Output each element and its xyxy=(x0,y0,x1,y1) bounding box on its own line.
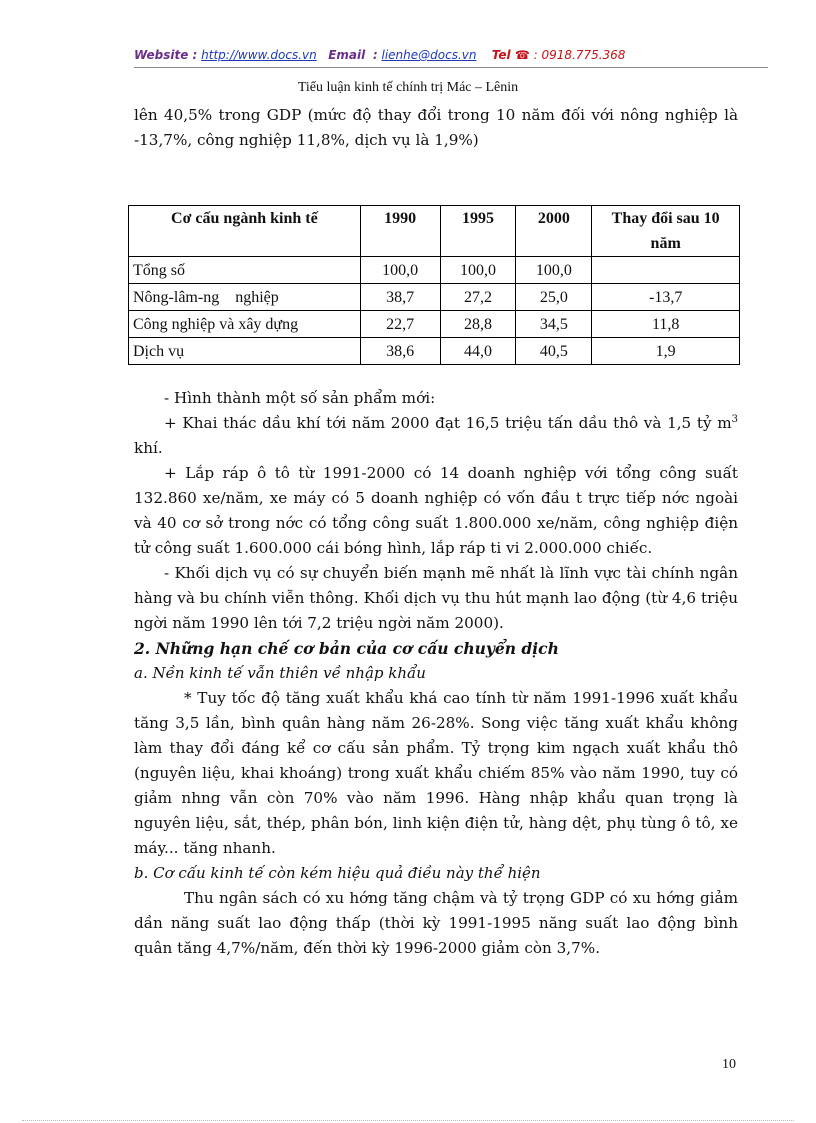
paragraph: - Hình thành một số sản phẩm mới: xyxy=(164,389,436,407)
intro-paragraph: lên 40,5% trong GDP (mức độ thay đổi trong 10 năm đối với nông nghiệp là -13,7%, công nghiệp 11,8%, dịch vụ là 1,9%) xyxy=(134,106,738,149)
paragraph: + Lắp ráp ô tô từ 1991-2000 có 14 doanh nghiệp với tổng công suất 132.860 xe/năm, xe máy có 5 doanh nghiệp có vốn đầu t trực tiếp nớc ngoài và 40 cơ sở trong nớc có tổng công suất 1.800.000 xe/năm, công nghiệp điện tử công suất 1.600.000 cái bóng hình, lắp ráp ti vi 2.000.000 chiếc. xyxy=(134,464,738,557)
paragraph-text: + Khai thác dầu khí tới năm 2000 đạt 16,5 triệu tấn dầu thô và 1,5 tỷ m xyxy=(164,414,732,432)
email-link[interactable]: lienhe@docs.vn xyxy=(381,48,477,62)
paragraph: - Khối dịch vụ có sự chuyển biến mạnh mẽ nhất là lĩnh vực tài chính ngân hàng và bu chính viễn thông. Khối dịch vụ thu hút mạnh lao động (từ 4,6 triệu ngời năm 1990 lên tới 7,2 triệu ngời năm 2000). xyxy=(134,564,738,632)
table-row xyxy=(129,338,740,365)
subsection-heading: b. Cơ cấu kinh tế còn kém hiệu quả điều này thể hiện xyxy=(134,864,541,882)
table-cell: 25,0 xyxy=(516,284,592,311)
table-header-cell: 1995 xyxy=(440,206,516,257)
table-cell: 1,9 xyxy=(592,338,740,365)
page-number: 10 xyxy=(722,1057,736,1072)
table-row xyxy=(129,257,740,284)
email-separator: : xyxy=(372,48,378,62)
table-cell: 100,0 xyxy=(516,257,592,284)
website-link[interactable]: http://www.docs.vn xyxy=(201,48,317,62)
superscript: 3 xyxy=(731,413,738,425)
intro-block xyxy=(134,103,738,153)
phone-label: Tel ☎ xyxy=(491,48,530,62)
economic-structure-table xyxy=(128,205,740,365)
table-header-cell: 1990 xyxy=(360,206,440,257)
paragraph: Thu ngân sách có xu hớng tăng chậm và tỷ trọng GDP có xu hớng giảm dần năng suất lao động thấp (thời kỳ 1991-1995 năng suất lao động bình quân tăng 4,7%/năm, đến thời kỳ 1996-2000 giảm còn 3,7%. xyxy=(134,889,738,957)
table-cell: 40,5 xyxy=(516,338,592,365)
table-cell: 100,0 xyxy=(440,257,516,284)
table-cell: Công nghiệp và xây dựng xyxy=(129,311,361,338)
table-cell: 38,6 xyxy=(360,338,440,365)
table-cell: Nông-lâm-ng nghiệp xyxy=(129,284,361,311)
table-row xyxy=(129,284,740,311)
table-header-cell: Thay đổi sau 10 năm xyxy=(592,206,740,257)
table-cell: 44,0 xyxy=(440,338,516,365)
table-cell xyxy=(592,257,740,284)
table-header-cell: 2000 xyxy=(516,206,592,257)
table-row xyxy=(129,311,740,338)
table-cell: -13,7 xyxy=(592,284,740,311)
table-cell: 34,5 xyxy=(516,311,592,338)
page-bottom-border xyxy=(22,1120,794,1121)
table-cell: 38,7 xyxy=(360,284,440,311)
phone-number: : 0918.775.368 xyxy=(533,48,626,62)
email-label: Email xyxy=(328,48,366,62)
table-header-cell: Cơ cấu ngành kinh tế xyxy=(129,206,361,257)
table-header-row xyxy=(129,206,740,257)
site-header xyxy=(134,48,768,62)
website-label: Website : xyxy=(134,48,198,62)
table-cell: 11,8 xyxy=(592,311,740,338)
paragraph-text: khí. xyxy=(134,439,163,457)
table-cell: 27,2 xyxy=(440,284,516,311)
table-cell: 100,0 xyxy=(360,257,440,284)
paragraph: * Tuy tốc độ tăng xuất khẩu khá cao tính từ năm 1991-1996 xuất khẩu tăng 3,5 lần, bình quân hàng năm 26-28%. Song việc tăng xuất khẩu không làm thay đổi đáng kể cơ cấu sản phẩm. Tỷ trọng kim ngạch xuất khẩu thô (nguyên liệu, khai khoáng) trong xuất khẩu chiếm 85% vào năm 1990, tuy có giảm nhng vẫn còn 70% vào năm 1996. Hàng nhập khẩu quan trọng là nguyên liệu, sắt, thép, phân bón, linh kiện điện tử, hàng dệt, phụ tùng ô tô, xe máy... tăng nhanh. xyxy=(134,689,738,857)
paragraph xyxy=(134,411,738,461)
section-heading: 2. Những hạn chế cơ bản của cơ cấu chuyển dịch xyxy=(134,639,559,658)
table-cell: Dịch vụ xyxy=(129,338,361,365)
table-cell: Tổng số xyxy=(129,257,361,284)
main-text xyxy=(134,386,738,961)
header-divider xyxy=(134,67,768,68)
table-cell: 28,8 xyxy=(440,311,516,338)
running-title: Tiểu luận kinh tế chính trị Mác – Lênin xyxy=(297,80,519,95)
table-cell: 22,7 xyxy=(360,311,440,338)
subsection-heading: a. Nền kinh tế vẫn thiên về nhập khẩu xyxy=(134,664,426,682)
